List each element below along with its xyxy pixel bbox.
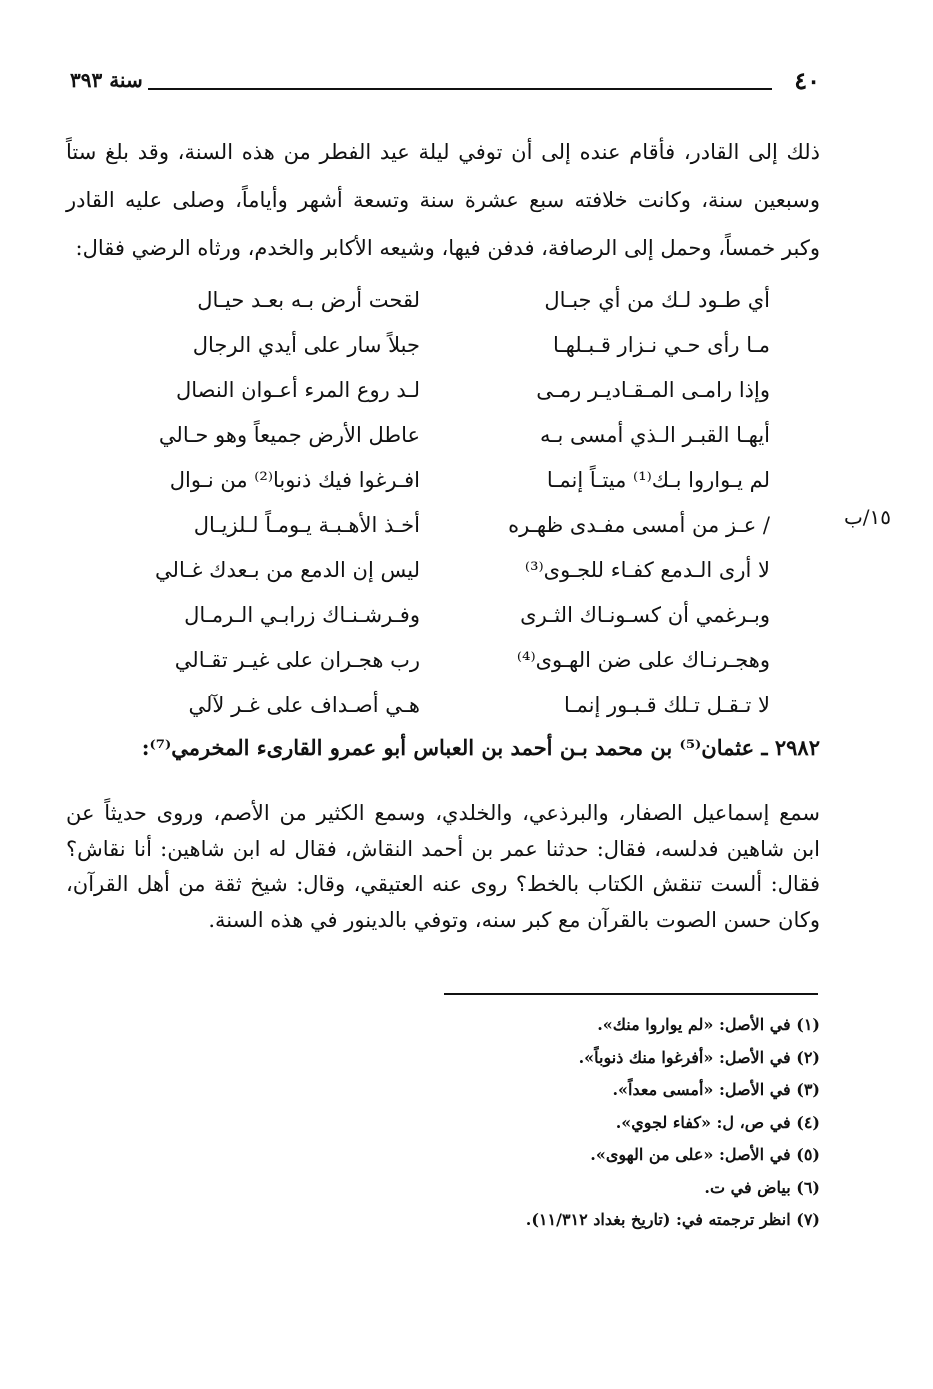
verse-second-hemistich: ليس إن الدمع من بـعدك غـالي [155, 558, 420, 582]
poem-verse [120, 593, 770, 638]
footnote-separator [444, 993, 818, 995]
biography-paragraph: سمع إسماعيل الصفار، والبرذعي، والخلدي، وسمع الكثير من الأصم، وروى حديثاً عن ابن شاهين فدلسه، فقال: حدثنا عمر بن أحمد النقاش، فقال له ابن شاهين: أنا نقاش؟ فقال: ألست تنقش الكتاب بالخط؟ روى عنه العتيقي، وقال: شيخ ثقة من أهل القرآن، وكان حسن الصوت بالقرآن مع كبر سنه، وتوفي بالدينور في هذه السنة. [66, 801, 820, 932]
footnote: (١) في الأصل: «لم يواروا منك». [597, 1015, 820, 1034]
verse-first-hemistich: لا تـقـل تـلك قـبـور إنمـا [563, 693, 770, 717]
footnote: (٥) في الأصل: «على من الهوى». [590, 1145, 820, 1164]
poem-verse [120, 323, 770, 368]
verse-first-hemistich: وهجـرنـاك على ضن الهـوى⁽⁴⁾ [516, 648, 770, 672]
footnote: (٦) بياض في ت. [704, 1177, 820, 1197]
poem-verse [120, 683, 770, 728]
verse-first-hemistich: لم يـواروا بـك⁽¹⁾ ميتـاً إنمـا [546, 468, 770, 492]
verse-second-hemistich: هـي أصـداف على غـر لآلي [188, 693, 420, 717]
verse-first-hemistich: لا أرى الـدمع كفـاء للجـوى⁽³⁾ [524, 558, 770, 582]
footnote: (٣) في الأصل: «أمسى معداً». [612, 1080, 820, 1099]
verse-second-hemistich: وفـرشـنـاك زرابـي الـرمـال [184, 603, 420, 627]
verse-first-hemistich: مـا رأى حـي نـزار قـبـلهـا [553, 333, 770, 357]
footnote: (٧) انظر ترجمته في: (تاريخ بغداد ١١/٣١٢). [525, 1210, 820, 1229]
poem-verse [120, 278, 770, 323]
header-rule [148, 88, 772, 90]
page-header [70, 66, 820, 100]
footnotes [300, 1014, 820, 1242]
poem-verse [120, 368, 770, 413]
verse-first-hemistich: أي طـود لـك من أي جبـال [544, 288, 770, 312]
poem-verse [120, 413, 770, 458]
verse-second-hemistich: عاطل الأرض جميعاً وهو حـالي [158, 423, 420, 447]
verse-second-hemistich: افـرغوا فيك ذنوبا⁽²⁾ من نـوال [169, 468, 420, 492]
verse-first-hemistich: / عـز من أمسى مفـدى ظهـره [508, 513, 770, 537]
verse-first-hemistich: وبـرغمي أن كسـونـاك الثـرى [520, 603, 770, 627]
verse-second-hemistich: لـد روع المرء أعـوان النصال [176, 378, 420, 402]
verse-second-hemistich: أخـذ الأهـبـة يـومـاً لـلزيـال [193, 513, 420, 537]
verse-second-hemistich: لقحت أرض بـه بعـد حيـال [197, 288, 420, 312]
intro-paragraph: ذلك إلى القادر، فأقام عنده إلى أن توفي ليلة عيد الفطر من هذه السنة، وقد بلغ ستاً وسبعين سنة، وكانت خلافته سبع عشرة سنة وتسعة أشهر وأياماً، وصلى عليه القادر وكبر خمساً، وحمل إلى الرصافة، فدفن فيها، وشيعه الأكابر والخدم، ورثاه الرضي فقال: [66, 140, 820, 260]
manuscript-folio-marker: ١٥/ب [843, 505, 891, 529]
footnote: (٤) في ص، ل: «كفاء لجوي». [615, 1112, 820, 1132]
poem-verse [120, 638, 770, 683]
poem-verse [120, 458, 770, 503]
running-title: سنة ٣٩٣ [70, 68, 143, 92]
verse-second-hemistich: جبلاً سار على أيدي الرجال [192, 333, 420, 357]
verse-first-hemistich: وإذا رامـى المـقـاديـر رمـى [536, 378, 770, 402]
verse-first-hemistich: أيهـا القبـر الـذي أمسى بـه [540, 423, 770, 447]
poem [120, 278, 770, 728]
verse-second-hemistich: رب هجـران على غيـر تقـالي [174, 648, 420, 672]
page-number: ٤٠ [794, 66, 820, 95]
poem-verse [120, 503, 770, 548]
entry-heading: ٢٩٨٢ ـ عثمان⁽⁵⁾ بن محمد بـن أحمد بن العباس أبو عمرو القارىء المخرمي⁽⁷⁾: [141, 735, 820, 760]
poem-verse [120, 548, 770, 593]
footnote: (٢) في الأصل: «أفرغوا منك ذنوباً». [578, 1047, 820, 1067]
